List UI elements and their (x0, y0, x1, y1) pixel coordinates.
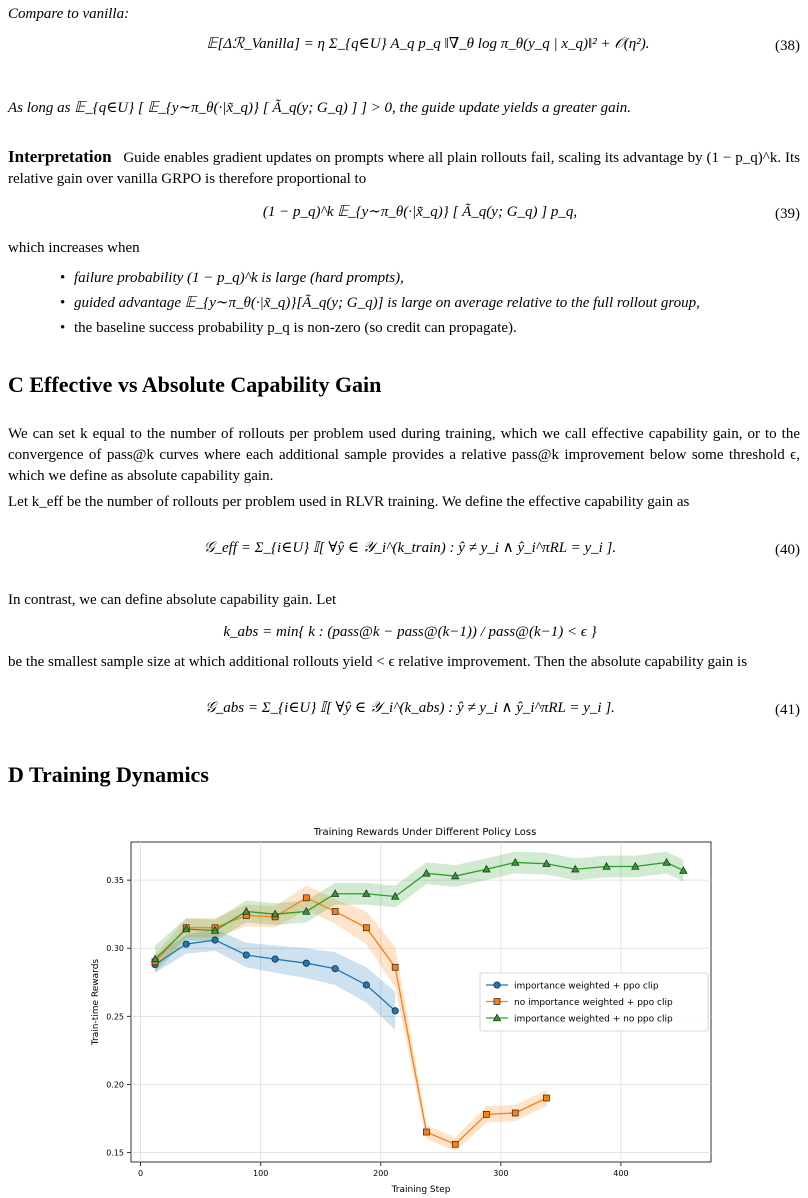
chart-title: Training Rewards Under Different Policy Loss (313, 827, 537, 838)
list-item: • the baseline success probability p_q is non-zero (so credit can propagate). (60, 318, 800, 343)
series-0-point (183, 941, 189, 947)
series-0-point (392, 1008, 398, 1014)
series-1-point (332, 908, 338, 914)
y-tick-label: 0.20 (106, 1080, 124, 1090)
series-0-point (243, 952, 249, 958)
series-0-point (363, 982, 369, 988)
series-1-point (303, 895, 309, 901)
series-0-point (332, 965, 338, 971)
list-item: • failure probability (1 − p_q)^k is large (hard prompts), (60, 268, 800, 293)
equation-40-number: (40) (775, 542, 800, 558)
list-item: • guided advantage 𝔼_{y∼π_θ(·|x̃_q)}[Ã_q(y; G_q)] is large on average relative to the full rollout group, (60, 293, 800, 318)
interpretation-paragraph (8, 146, 800, 190)
y-tick-label: 0.25 (106, 1012, 124, 1022)
equation-41: 𝒢_abs = Σ_{i∈U} 𝕀[ ∀ŷ ∈ 𝒴_i^(k_abs) : ŷ ≠ y_i ∧ ŷ_i^πRL = y_i ]. (205, 700, 615, 716)
y-axis-label: Train-time Rewards (91, 958, 101, 1046)
series-0-point (212, 937, 218, 943)
chart-legend (480, 973, 708, 1031)
series-1-point (483, 1111, 489, 1117)
series-1-point (363, 925, 369, 931)
conditions-list (60, 268, 800, 343)
x-tick-label: 100 (253, 1169, 269, 1178)
interpretation-after: which increases when (8, 240, 140, 256)
equation-40: 𝒢_eff = Σ_{i∈U} 𝕀[ ∀ŷ ∈ 𝒴_i^(k_train) : ŷ ≠ y_i ∧ ŷ_i^πRL = y_i ]. (203, 540, 617, 556)
compare-lead: Compare to vanilla: (8, 6, 130, 22)
y-tick-label: 0.15 (106, 1148, 124, 1158)
legend-marker (494, 982, 500, 988)
section-c-paragraph-3: In contrast, we can define absolute capability gain. Let (8, 592, 337, 608)
series-0-band (155, 929, 395, 1030)
equation-39-number: (39) (775, 206, 800, 222)
x-tick-label: 200 (373, 1169, 389, 1178)
series-0-point (272, 956, 278, 962)
series-1-point (512, 1110, 518, 1116)
legend-marker (494, 999, 500, 1005)
x-tick-label: 300 (493, 1169, 509, 1178)
series-1-point (543, 1095, 549, 1101)
equation-38: 𝔼[Δℛ_Vanilla] = η Σ_{q∈U} A_q p_q ‖∇_θ log π_θ(y_q | x_q)‖² + 𝒪(η²). (206, 36, 650, 52)
training-rewards-chart (80, 820, 730, 1196)
interpretation-title: Interpretation (8, 147, 112, 166)
x-axis-label: Training Step (391, 1185, 451, 1195)
legend-entry: importance weighted + ppo clip (514, 981, 659, 992)
equation-38-number: (38) (775, 38, 800, 54)
section-c-paragraph-4: be the smallest sample size at which additional rollouts yield < ϵ relative improvement. Then the absolute capability gain is (8, 654, 748, 670)
series-1-point (452, 1141, 458, 1147)
x-tick-label: 0 (138, 1169, 144, 1178)
legend-entry: importance weighted + no ppo clip (514, 1014, 673, 1025)
equation-41-number: (41) (775, 702, 800, 718)
series-1-point (392, 964, 398, 970)
x-tick-label: 400 (613, 1169, 629, 1178)
section-c-heading: C Effective vs Absolute Capability Gain (8, 372, 382, 397)
series-0-point (303, 960, 309, 966)
guide-condition: As long as 𝔼_{q∈U} [ 𝔼_{y∼π_θ(·|x̃_q)} [ Ã_q(y; G_q) ] ] > 0, the guide update yields a greater gain. (8, 100, 632, 116)
section-c-paragraph-2: Let k_eff be the number of rollouts per problem used in RLVR training. We define the effective capability gain as (8, 494, 690, 510)
legend-entry: no importance weighted + ppo clip (514, 998, 673, 1008)
series-1-point (423, 1129, 429, 1135)
section-d-heading: D Training Dynamics (8, 762, 209, 787)
equation-k-abs: k_abs = min{ k : (pass@k − pass@(k−1)) / pass@(k−1) < ϵ } (223, 624, 597, 640)
equation-39: (1 − p_q)^k 𝔼_{y∼π_θ(·|x̃_q)} [ Ã_q(y; G_q) ] p_q, (262, 204, 578, 220)
y-tick-label: 0.35 (106, 876, 124, 886)
section-c-paragraph-1: We can set k equal to the number of rollouts per problem used during training, which we call effective capability gain, or to the convergence of pass@k curves where each additional sample provides a relative pass@k improvement below some threshold ϵ, which we define as absolute capability gain. (8, 426, 800, 484)
y-tick-label: 0.30 (106, 944, 124, 954)
interpretation-text: Guide enables gradient updates on prompts where all plain rollouts fail, scaling its advantage by (1 − p_q)^k. Its relative gain over vanilla GRPO is therefore proportional to (8, 150, 801, 187)
